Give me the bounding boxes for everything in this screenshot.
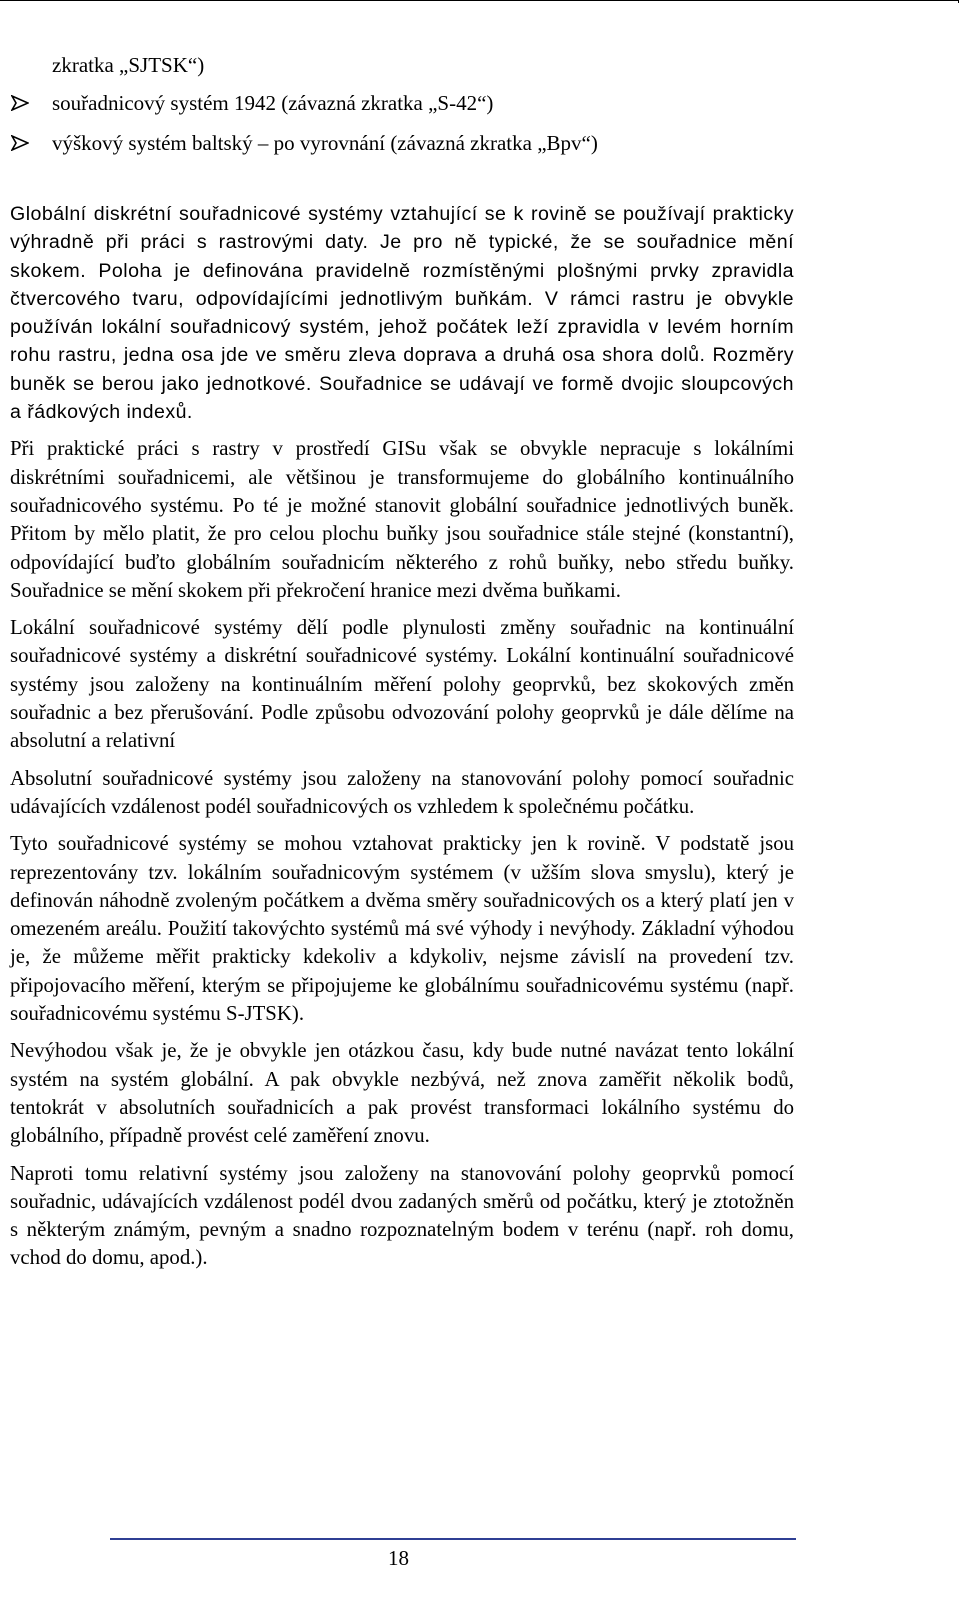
paragraph-local-systems: Lokální souřadnicové systémy dělí podle plynulosti změny souřadnic na kontinuální souřadnicové systémy a diskrétní souřadnicové systémy. Lokální kontinuální souřadnicové systémy jsou založeny na kontinuálním měření polohy geoprvků, bez skokových změn souřadnic a bez přerušování. Podle způsobu odvozování polohy geoprvků je dále dělíme na absolutní a relativní <box>10 616 794 753</box>
paragraph-gis-practice: Při praktické práci s rastry v prostředí GISu však se obvykle nepracuje s lokálními diskrétními souřadnicemi, ale většinou je transformujeme do globálního kontinuálního souřadnicového systému. Po té je možné stanovit globální souřadnice jednotlivých buněk. Přitom by mělo platit, že pro celou plochu buňky jsou souřadnice stále stejné (konstantní), odpovídající buďto globálním souřadnicím některého z rohů buňky, nebo středu buňky. Souřadnice se mění skokem při překročení hranice mezi dvěma buňkami. <box>10 437 794 602</box>
paragraph-plane-systems: Tyto souřadnicové systémy se mohou vztahovat prakticky jen k rovině. V podstatě jsou reprezentovány tzv. lokálním souřadnicovým systémem (v užším slova smyslu), který je definován náhodně zvoleným počátkem a dvěma směry souřadnicových os a který platí jen v omezeném areálu. Použití takovýchto systémů má své výhody i nevýhody. Základní výhodou je, že můžeme měřit prakticky kdekoliv a kdykoliv, nejsme závislí na provedení tzv. připojovacího měření, kterým se připojujeme ke globálnímu souřadnicovému systému (např. souřadnicovému systému S-JTSK). <box>10 832 794 1026</box>
arrow-bullet-icon <box>11 135 29 151</box>
bullet-text: souřadnicový systém 1942 (závazná zkratka „S-42“) <box>52 91 494 115</box>
bullet-text: výškový systém baltský – po vyrovnání (závazná zkratka „Bpv“) <box>52 131 598 155</box>
paragraph-raster-systems: Globální diskrétní souřadnicové systémy vztahující se k rovině se používají prakticky výhradně při práci s rastrovými daty. Je pro ně typické, že se souřadnice mění skokem. Poloha je definována pravidelně rozmístěnými plošnými prvky zpravidla čtvercového tvaru, odpovídajícími jednotlivým buňkám. V rámci rastru je obvykle používán lokální souřadnicový systém, jehož počátek leží zpravidla v levém horním rohu rastru, jedna osa jde ve směru zleva doprava a druhá osa shora dolů. Rozměry buněk se berou jako jednotkové. Souřadnice se udávají ve formě dvojic sloupcových a řádkových indexů. <box>10 203 794 424</box>
arrow-bullet-icon <box>11 95 29 111</box>
bullet-list <box>0 88 900 159</box>
bullet-item <box>0 128 900 159</box>
body-text <box>10 200 794 1273</box>
page-top-border <box>0 0 959 3</box>
continuation-line: zkratka „SJTSK“) <box>52 53 205 77</box>
paragraph-disadvantages: Nevýhodou však je, že je obvykle jen otázkou času, kdy bude nutné navázat tento lokální systém na systém globální. A pak obvykle nezbývá, než znova zaměřit několik bodů, tentokrát v absolutních souřadnicích a pak provést transformaci lokálního systému do globálního, případně provést celé zaměření znovu. <box>10 1039 794 1148</box>
paragraph-absolute-systems: Absolutní souřadnicové systémy jsou založeny na stanovování polohy pomocí souřadnic udávajících vzdálenost podél souřadnicových os vzhledem k společnému počátku. <box>10 766 794 818</box>
page-number: 18 <box>388 1546 409 1570</box>
bullet-item <box>0 88 900 119</box>
paragraph-relative-systems: Naproti tomu relativní systémy jsou založeny na stanovování polohy geoprvků pomocí souřadnic, udávajících vzdálenost podél dvou zadaných směrů od počátku, který je ztotožněn s některým známým, pevným a snadno rozpoznatelným bodem v terénu (např. roh domu, vchod do domu, apod.). <box>10 1161 794 1270</box>
footer-rule <box>110 1538 796 1540</box>
